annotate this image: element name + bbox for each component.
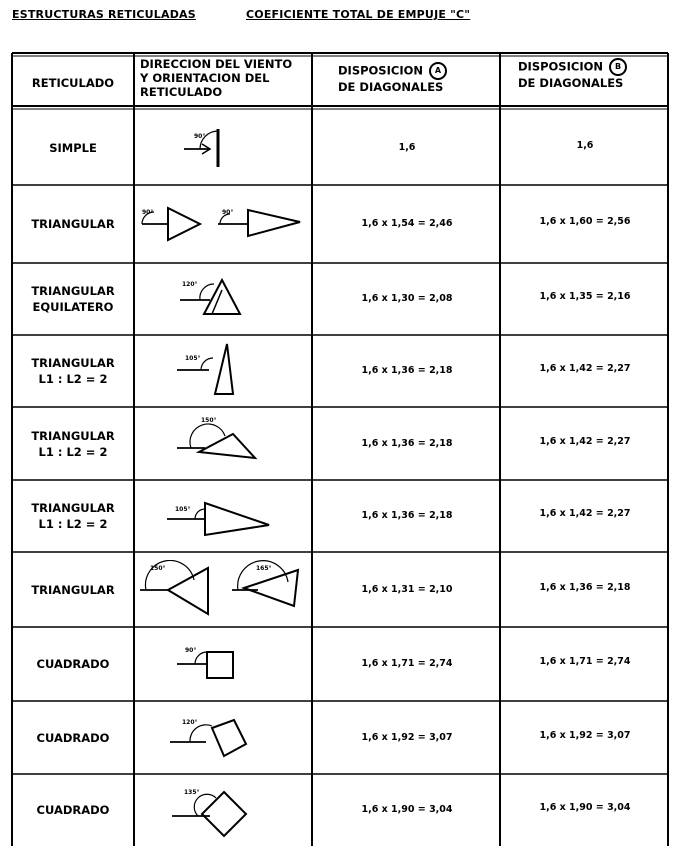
value-disposicion-b: 1,6 x 1,35 = 2,16 — [539, 291, 631, 302]
row-label-line: TRIANGULAR — [31, 501, 115, 515]
svg-text:90°: 90° — [185, 647, 197, 654]
doc-subtitle: COEFICIENTE TOTAL DE EMPUJE "C" — [246, 8, 471, 21]
doc-title: ESTRUCTURAS RETICULADAS — [12, 8, 196, 21]
value-disposicion-a: 1,6 x 1,90 = 3,04 — [361, 804, 453, 815]
row-label — [14, 656, 132, 672]
row-label-line: SIMPLE — [49, 140, 97, 155]
column-header-direccion: DIRECCION DEL VIENTO Y ORIENTACION DEL RETICULADO — [140, 57, 293, 99]
row-label-line: L1 : L2 = 2 — [38, 372, 108, 386]
value-disposicion-b: 1,6 x 1,42 = 2,27 — [539, 508, 631, 519]
diagram-cuadrado-90 — [175, 640, 245, 686]
column-header-disposicion-a: DISPOSICION A DE DIAGONALES — [338, 62, 498, 94]
row-label-line: TRIANGULAR — [31, 217, 115, 231]
value-disposicion-a: 1,6 — [398, 141, 416, 153]
value-disposicion-b: 1,6 x 1,71 = 2,74 — [539, 656, 631, 667]
row-label-line: TRIANGULAR — [31, 582, 115, 597]
svg-text:165°: 165° — [256, 565, 272, 572]
svg-text:120°: 120° — [182, 281, 198, 288]
diagram-triangular-150-165 — [138, 560, 310, 620]
diagram-triangular-pair — [140, 200, 310, 248]
value-disposicion-b: 1,6 x 1,42 = 2,27 — [539, 363, 631, 374]
value-disposicion-a: 1,6 x 1,71 = 2,74 — [361, 658, 453, 669]
value-disposicion-b: 1,6 x 1,60 = 2,56 — [539, 216, 631, 227]
diagram-cuadrado-135 — [170, 784, 255, 840]
value-disposicion-a: 1,6 x 1,31 = 2,10 — [361, 583, 453, 595]
diagram-simple — [180, 125, 240, 170]
row-label-line: CUADRADO — [36, 657, 110, 671]
row-label — [14, 802, 132, 818]
svg-text:90°: 90° — [222, 209, 234, 216]
row-label — [14, 216, 132, 232]
diagram-triangular-105b — [165, 495, 275, 541]
svg-text:150°: 150° — [201, 417, 217, 424]
svg-text:105°: 105° — [185, 355, 201, 362]
row-label-line: L1 : L2 = 2 — [38, 444, 108, 459]
value-disposicion-b: 1,6 x 1,42 = 2,27 — [539, 435, 631, 447]
row-label — [14, 355, 132, 387]
value-disposicion-b: 1,6 x 1,36 = 2,18 — [539, 581, 631, 593]
value-disposicion-b: 1,6 x 1,90 = 3,04 — [539, 802, 631, 813]
row-label-line: TRIANGULAR — [31, 284, 115, 298]
badge-a: A — [429, 62, 447, 80]
column-header-reticulado: RETICULADO — [31, 76, 115, 90]
diagram-triangular-equilatero — [178, 270, 248, 320]
angle-label: 90° — [194, 133, 206, 140]
svg-text:135°: 135° — [184, 789, 200, 796]
value-disposicion-a: 1,6 x 1,54 = 2,46 — [361, 218, 453, 229]
diagram-triangular-150 — [175, 412, 265, 464]
row-label-line: CUADRADO — [36, 803, 110, 817]
row-label — [14, 582, 132, 598]
row-label — [14, 730, 132, 746]
svg-text:105°: 105° — [175, 506, 191, 513]
column-header-disposicion-b: DISPOSICION B DE DIAGONALES — [518, 58, 668, 90]
value-disposicion-a: 1,6 x 1,92 = 3,07 — [361, 731, 453, 743]
row-label — [14, 500, 132, 532]
svg-text:90°: 90° — [142, 209, 154, 216]
value-disposicion-b: 1,6 — [576, 139, 594, 151]
svg-text:120°: 120° — [182, 719, 198, 726]
value-disposicion-a: 1,6 x 1,30 = 2,08 — [361, 293, 453, 304]
row-label — [14, 283, 132, 315]
row-label-line: TRIANGULAR — [31, 428, 115, 443]
badge-b: B — [609, 58, 627, 76]
row-label-line: CUADRADO — [36, 730, 110, 745]
value-disposicion-b: 1,6 x 1,92 = 3,07 — [539, 729, 631, 741]
value-disposicion-a: 1,6 x 1,36 = 2,18 — [361, 437, 453, 449]
row-label — [14, 140, 132, 156]
diagram-triangular-105 — [175, 340, 245, 398]
value-disposicion-a: 1,6 x 1,36 = 2,18 — [361, 510, 453, 521]
value-disposicion-a: 1,6 x 1,36 = 2,18 — [361, 365, 453, 376]
row-label-line: L1 : L2 = 2 — [38, 517, 108, 531]
row-label — [14, 428, 132, 460]
svg-text:150°: 150° — [150, 565, 166, 572]
row-label-line: TRIANGULAR — [31, 356, 115, 370]
diagram-cuadrado-120 — [168, 712, 253, 768]
row-label-line: EQUILATERO — [32, 300, 114, 314]
